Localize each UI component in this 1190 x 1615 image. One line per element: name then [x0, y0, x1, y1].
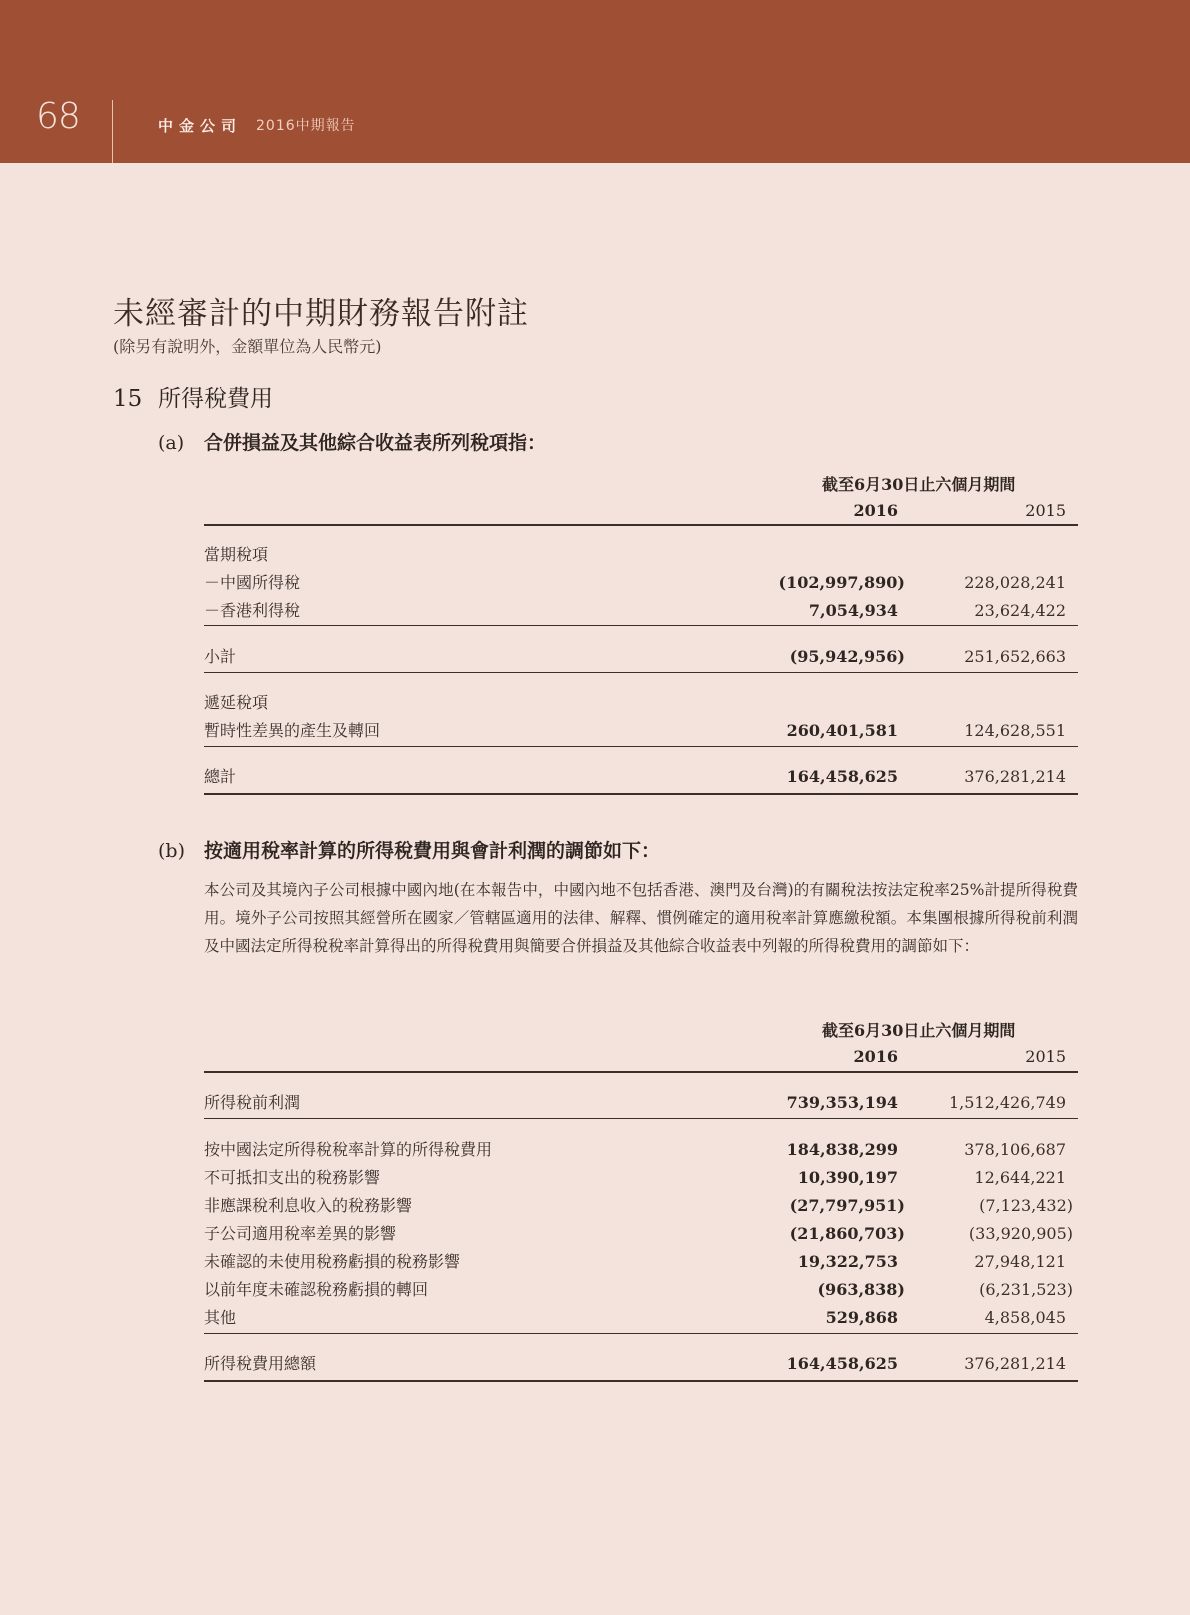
report-title: 2016中期報告: [256, 118, 356, 134]
value-2015: 1,512,426,749: [948, 1093, 1066, 1112]
value-2016: 260,401,581: [786, 721, 898, 740]
row-label: 當期稅項: [204, 545, 269, 564]
value-2015: 23,624,422: [974, 601, 1066, 620]
section-b-heading: [158, 836, 660, 863]
total-rule: [204, 1380, 1078, 1382]
row-label: 所得稅費用總額: [204, 1354, 317, 1373]
header-rule: [204, 1071, 1078, 1073]
value-2016: (27,797,951): [789, 1196, 905, 1215]
year-header-2015: 2015: [1025, 1047, 1066, 1066]
subtotal-rule: [204, 672, 1078, 673]
row-label: 總計: [204, 767, 237, 786]
table-row: [204, 644, 1078, 670]
tax-table-b: [204, 1018, 1078, 1388]
subtotal-rule: [204, 1333, 1078, 1334]
section-a-heading: [158, 428, 546, 455]
note-number: 15: [113, 386, 143, 412]
value-2016: 164,458,625: [786, 767, 898, 786]
row-label: 不可抵扣支出的稅務影響: [204, 1168, 381, 1187]
row-label: 按中國法定所得稅稅率計算的所得稅費用: [204, 1140, 493, 1159]
table-row: [204, 1137, 1078, 1163]
subtotal-rule: [204, 625, 1078, 626]
page-number: 68: [36, 96, 80, 137]
row-label: 非應課稅利息收入的稅務影響: [204, 1196, 413, 1215]
total-rule: [204, 793, 1078, 795]
page-subtitle: (除另有說明外，金額單位為人民幣元): [113, 337, 382, 356]
value-2015: 124,628,551: [964, 721, 1066, 740]
table-row: [204, 1090, 1078, 1116]
value-2016: 10,390,197: [797, 1168, 898, 1187]
header-divider: [112, 100, 113, 163]
tax-table-a: [204, 472, 1078, 802]
table-row: [204, 1351, 1078, 1377]
value-2016: (963,838): [817, 1280, 905, 1299]
table-row: [204, 718, 1078, 744]
header-band: [0, 0, 1190, 163]
section-b-title: 按適用稅率計算的所得稅費用與會計利潤的調節如下：: [204, 840, 661, 862]
table-row: [204, 1305, 1078, 1331]
value-2015: 27,948,121: [974, 1252, 1066, 1271]
value-2015: 4,858,045: [984, 1308, 1066, 1327]
reconciliation-paragraph: 本公司及其境內子公司根據中國內地(在本報告中，中國內地不包括香港、澳門及台灣)的有關稅法按法定稅率25%計提所得稅費用。境外子公司按照其經營所在國家／管轄區適用的法律、解釋、慣例確定的適用稅率計算應繳稅額。本集團根據所得稅前利潤及中國法定所得稅稅率計算得出的所得稅費用與簡要合併損益及其他綜合收益表中列報的所得稅費用的調節如下：: [204, 881, 1078, 955]
value-2015: (6,231,523): [979, 1280, 1073, 1299]
row-label: 子公司適用稅率差異的影響: [204, 1224, 397, 1243]
table-row: [204, 570, 1078, 596]
page-title: 未經審計的中期財務報告附註: [113, 296, 529, 332]
period-header: 截至6月30日止六個月期間: [822, 1021, 1016, 1040]
row-label: 以前年度未確認稅務虧損的轉回: [204, 1280, 429, 1299]
table-row: [204, 1165, 1078, 1191]
value-2016: 7,054,934: [808, 601, 898, 620]
subtotal-rule: [204, 746, 1078, 747]
subtotal-rule: [204, 1118, 1078, 1119]
value-2016: 184,838,299: [786, 1140, 898, 1159]
header-rule: [204, 524, 1078, 526]
value-2016: (21,860,703): [789, 1224, 905, 1243]
row-label: －中國所得稅: [204, 573, 301, 592]
table-row: [204, 1249, 1078, 1275]
row-label: 所得稅前利潤: [204, 1093, 301, 1112]
table-row: [204, 690, 1078, 716]
table-row: [204, 598, 1078, 624]
value-2015: 228,028,241: [964, 573, 1066, 592]
section-b-label: (b): [158, 840, 185, 862]
value-2015: 376,281,214: [964, 1354, 1066, 1373]
row-label: 遞延稅項: [204, 693, 269, 712]
row-label: 暫時性差異的產生及轉回: [204, 721, 381, 740]
value-2015: 12,644,221: [974, 1168, 1066, 1187]
value-2016: 739,353,194: [786, 1093, 898, 1112]
row-label: －香港利得稅: [204, 601, 301, 620]
section-a-title: 合併損益及其他綜合收益表所列稅項指：: [204, 432, 547, 454]
row-label: 小計: [204, 647, 237, 666]
value-2016: (102,997,890): [778, 573, 905, 592]
value-2016: 529,868: [825, 1308, 898, 1327]
value-2015: 376,281,214: [964, 767, 1066, 786]
row-label: 未確認的未使用稅務虧損的稅務影響: [204, 1252, 461, 1271]
table-row: [204, 542, 1078, 568]
section-a-label: (a): [158, 432, 185, 454]
period-header: 截至6月30日止六個月期間: [822, 475, 1016, 494]
company-name: 中金公司: [158, 117, 243, 135]
value-2016: 164,458,625: [786, 1354, 898, 1373]
table-row: [204, 764, 1078, 790]
note-heading: [113, 380, 273, 413]
row-label: 其他: [204, 1308, 237, 1327]
value-2015: (7,123,432): [979, 1196, 1073, 1215]
table-row: [204, 1277, 1078, 1303]
year-header-2016: 2016: [853, 1047, 898, 1066]
year-header-2015: 2015: [1025, 501, 1066, 520]
table-row: [204, 1193, 1078, 1219]
value-2015: 378,106,687: [964, 1140, 1066, 1159]
table-row: [204, 1221, 1078, 1247]
value-2016: (95,942,956): [789, 647, 905, 666]
value-2015: 251,652,663: [964, 647, 1066, 666]
value-2015: (33,920,905): [968, 1224, 1073, 1243]
value-2016: 19,322,753: [797, 1252, 898, 1271]
note-title: 所得稅費用: [158, 386, 273, 412]
year-header-2016: 2016: [853, 501, 898, 520]
